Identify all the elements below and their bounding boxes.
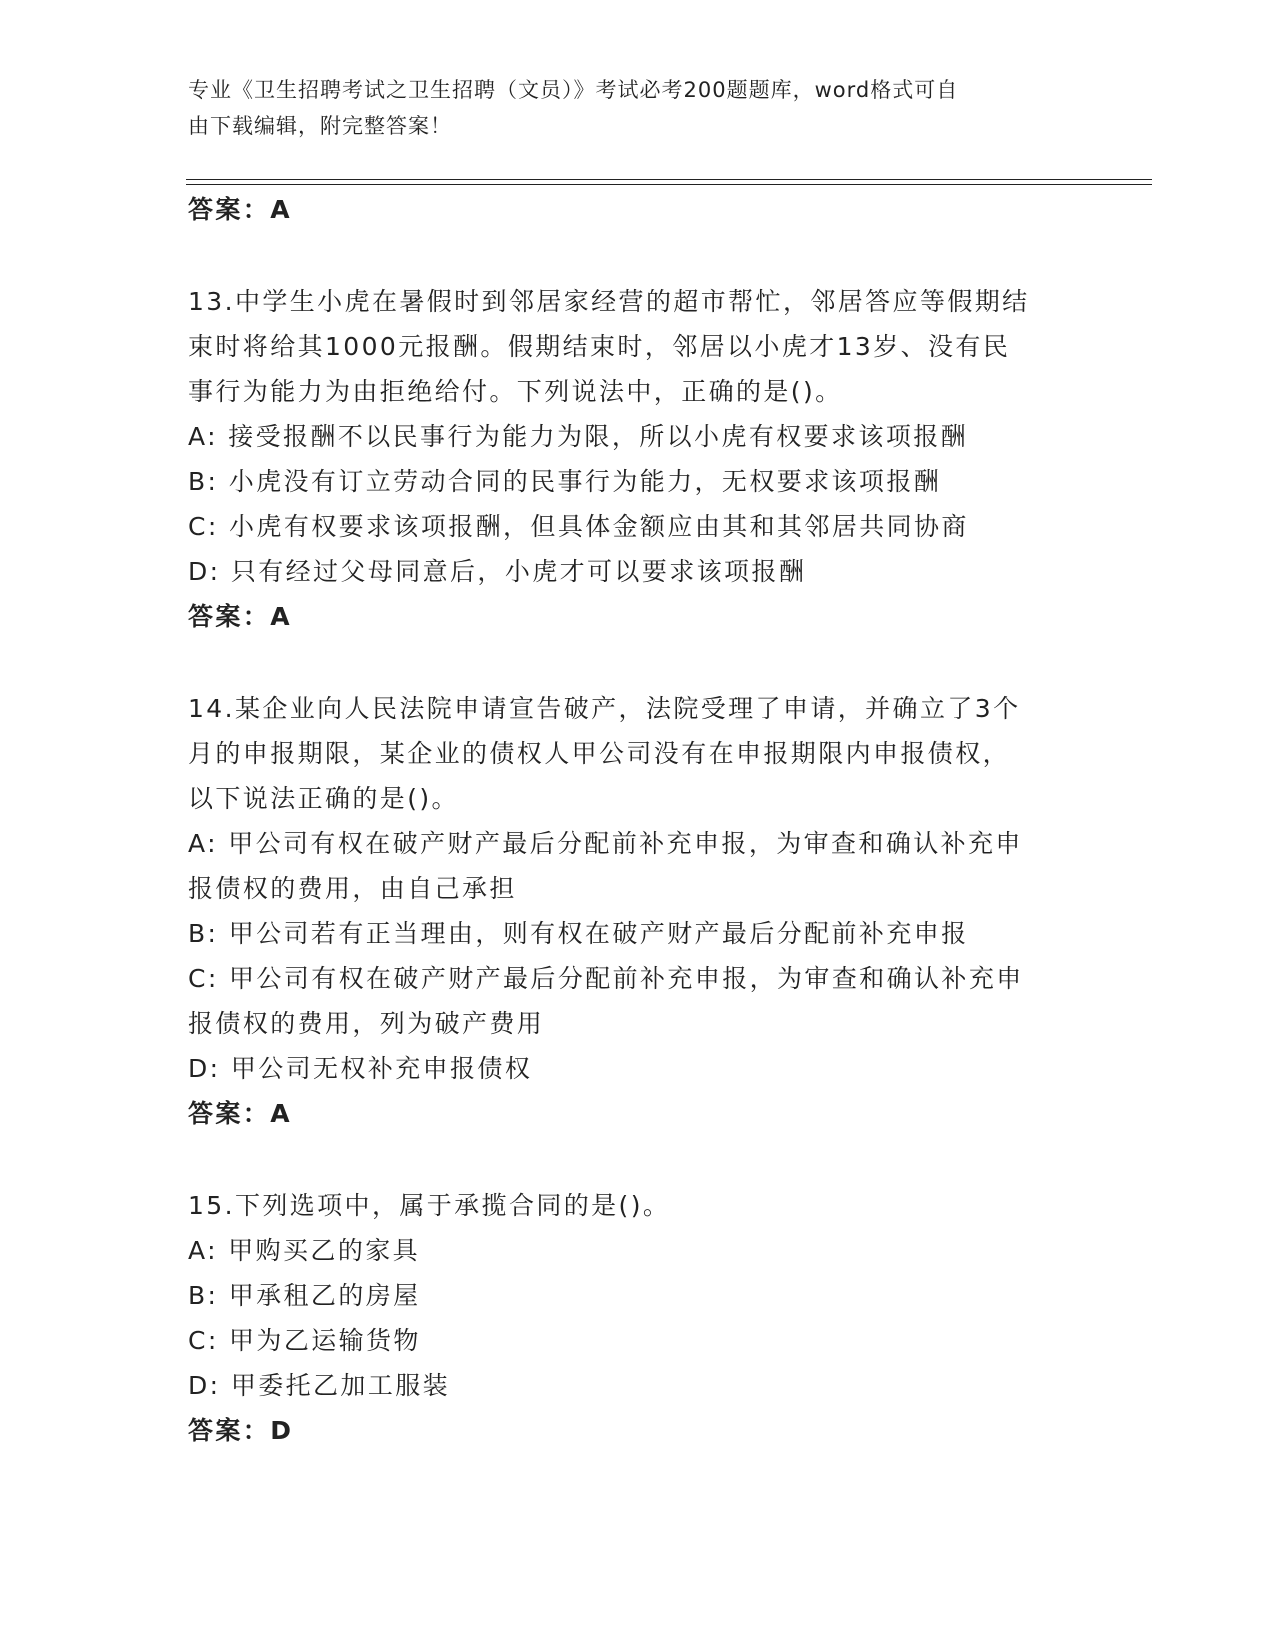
question-15 (188, 1183, 1088, 1453)
question-stem-line: 以下说法正确的是()。 (188, 784, 459, 813)
option-d: D: 甲委托乙加工服装 (188, 1371, 451, 1400)
answer-line: 答案：A (188, 1099, 292, 1128)
option-a: A: 接受报酬不以民事行为能力为限，所以小虎有权要求该项报酬 (188, 422, 969, 451)
option-c-continued: 报债权的费用，列为破产费用 (188, 1009, 545, 1038)
question-14 (188, 686, 1088, 1136)
option-a-continued: 报债权的费用，由自己承担 (188, 874, 517, 903)
option-a: A: 甲公司有权在破产财产最后分配前补充申报，为审查和确认补充申 (188, 829, 1023, 858)
answer-line: 答案：D (188, 1416, 294, 1445)
option-c: C: 小虎有权要求该项报酬，但具体金额应由其和其邻居共同协商 (188, 512, 969, 541)
option-d: D: 只有经过父母同意后，小虎才可以要求该项报酬 (188, 557, 807, 586)
question-stem-line: 13.中学生小虎在暑假时到邻居家经营的超市帮忙，邻居答应等假期结 (188, 287, 1030, 316)
option-d: D: 甲公司无权补充申报债权 (188, 1054, 533, 1083)
header-line-1: 专业《卫生招聘考试之卫生招聘（文员）》考试必考200题题库，word格式可自 (188, 78, 959, 102)
question-stem-line: 14.某企业向人民法院申请宣告破产，法院受理了申请，并确立了3个 (188, 694, 1021, 723)
option-a: A: 甲购买乙的家具 (188, 1236, 421, 1265)
option-b: B: 小虎没有订立劳动合同的民事行为能力，无权要求该项报酬 (188, 467, 942, 496)
spacer (188, 639, 1088, 686)
answer-line: 答案：A (188, 602, 292, 631)
previous-answer: 答案：A (188, 195, 292, 224)
question-stem-line: 15.下列选项中，属于承揽合同的是()。 (188, 1191, 671, 1220)
spacer (188, 232, 1088, 279)
spacer (188, 1136, 1088, 1183)
document-header (188, 72, 1088, 144)
header-line-2: 由下载编辑，附完整答案！ (188, 114, 452, 138)
document-body (188, 187, 1088, 1453)
header-divider-top (186, 179, 1152, 180)
question-stem-line: 束时将给其1000元报酬。假期结束时，邻居以小虎才13岁、没有民 (188, 332, 1011, 361)
option-c: C: 甲公司有权在破产财产最后分配前补充申报，为审查和确认补充申 (188, 964, 1024, 993)
question-13 (188, 279, 1088, 639)
option-c: C: 甲为乙运输货物 (188, 1326, 421, 1355)
question-stem-line: 事行为能力为由拒绝给付。下列说法中，正确的是()。 (188, 377, 843, 406)
header-divider-bottom (186, 184, 1152, 185)
option-b: B: 甲承租乙的房屋 (188, 1281, 421, 1310)
option-b: B: 甲公司若有正当理由，则有权在破产财产最后分配前补充申报 (188, 919, 969, 948)
question-stem-line: 月的申报期限，某企业的债权人甲公司没有在申报期限内申报债权， (188, 739, 1011, 768)
